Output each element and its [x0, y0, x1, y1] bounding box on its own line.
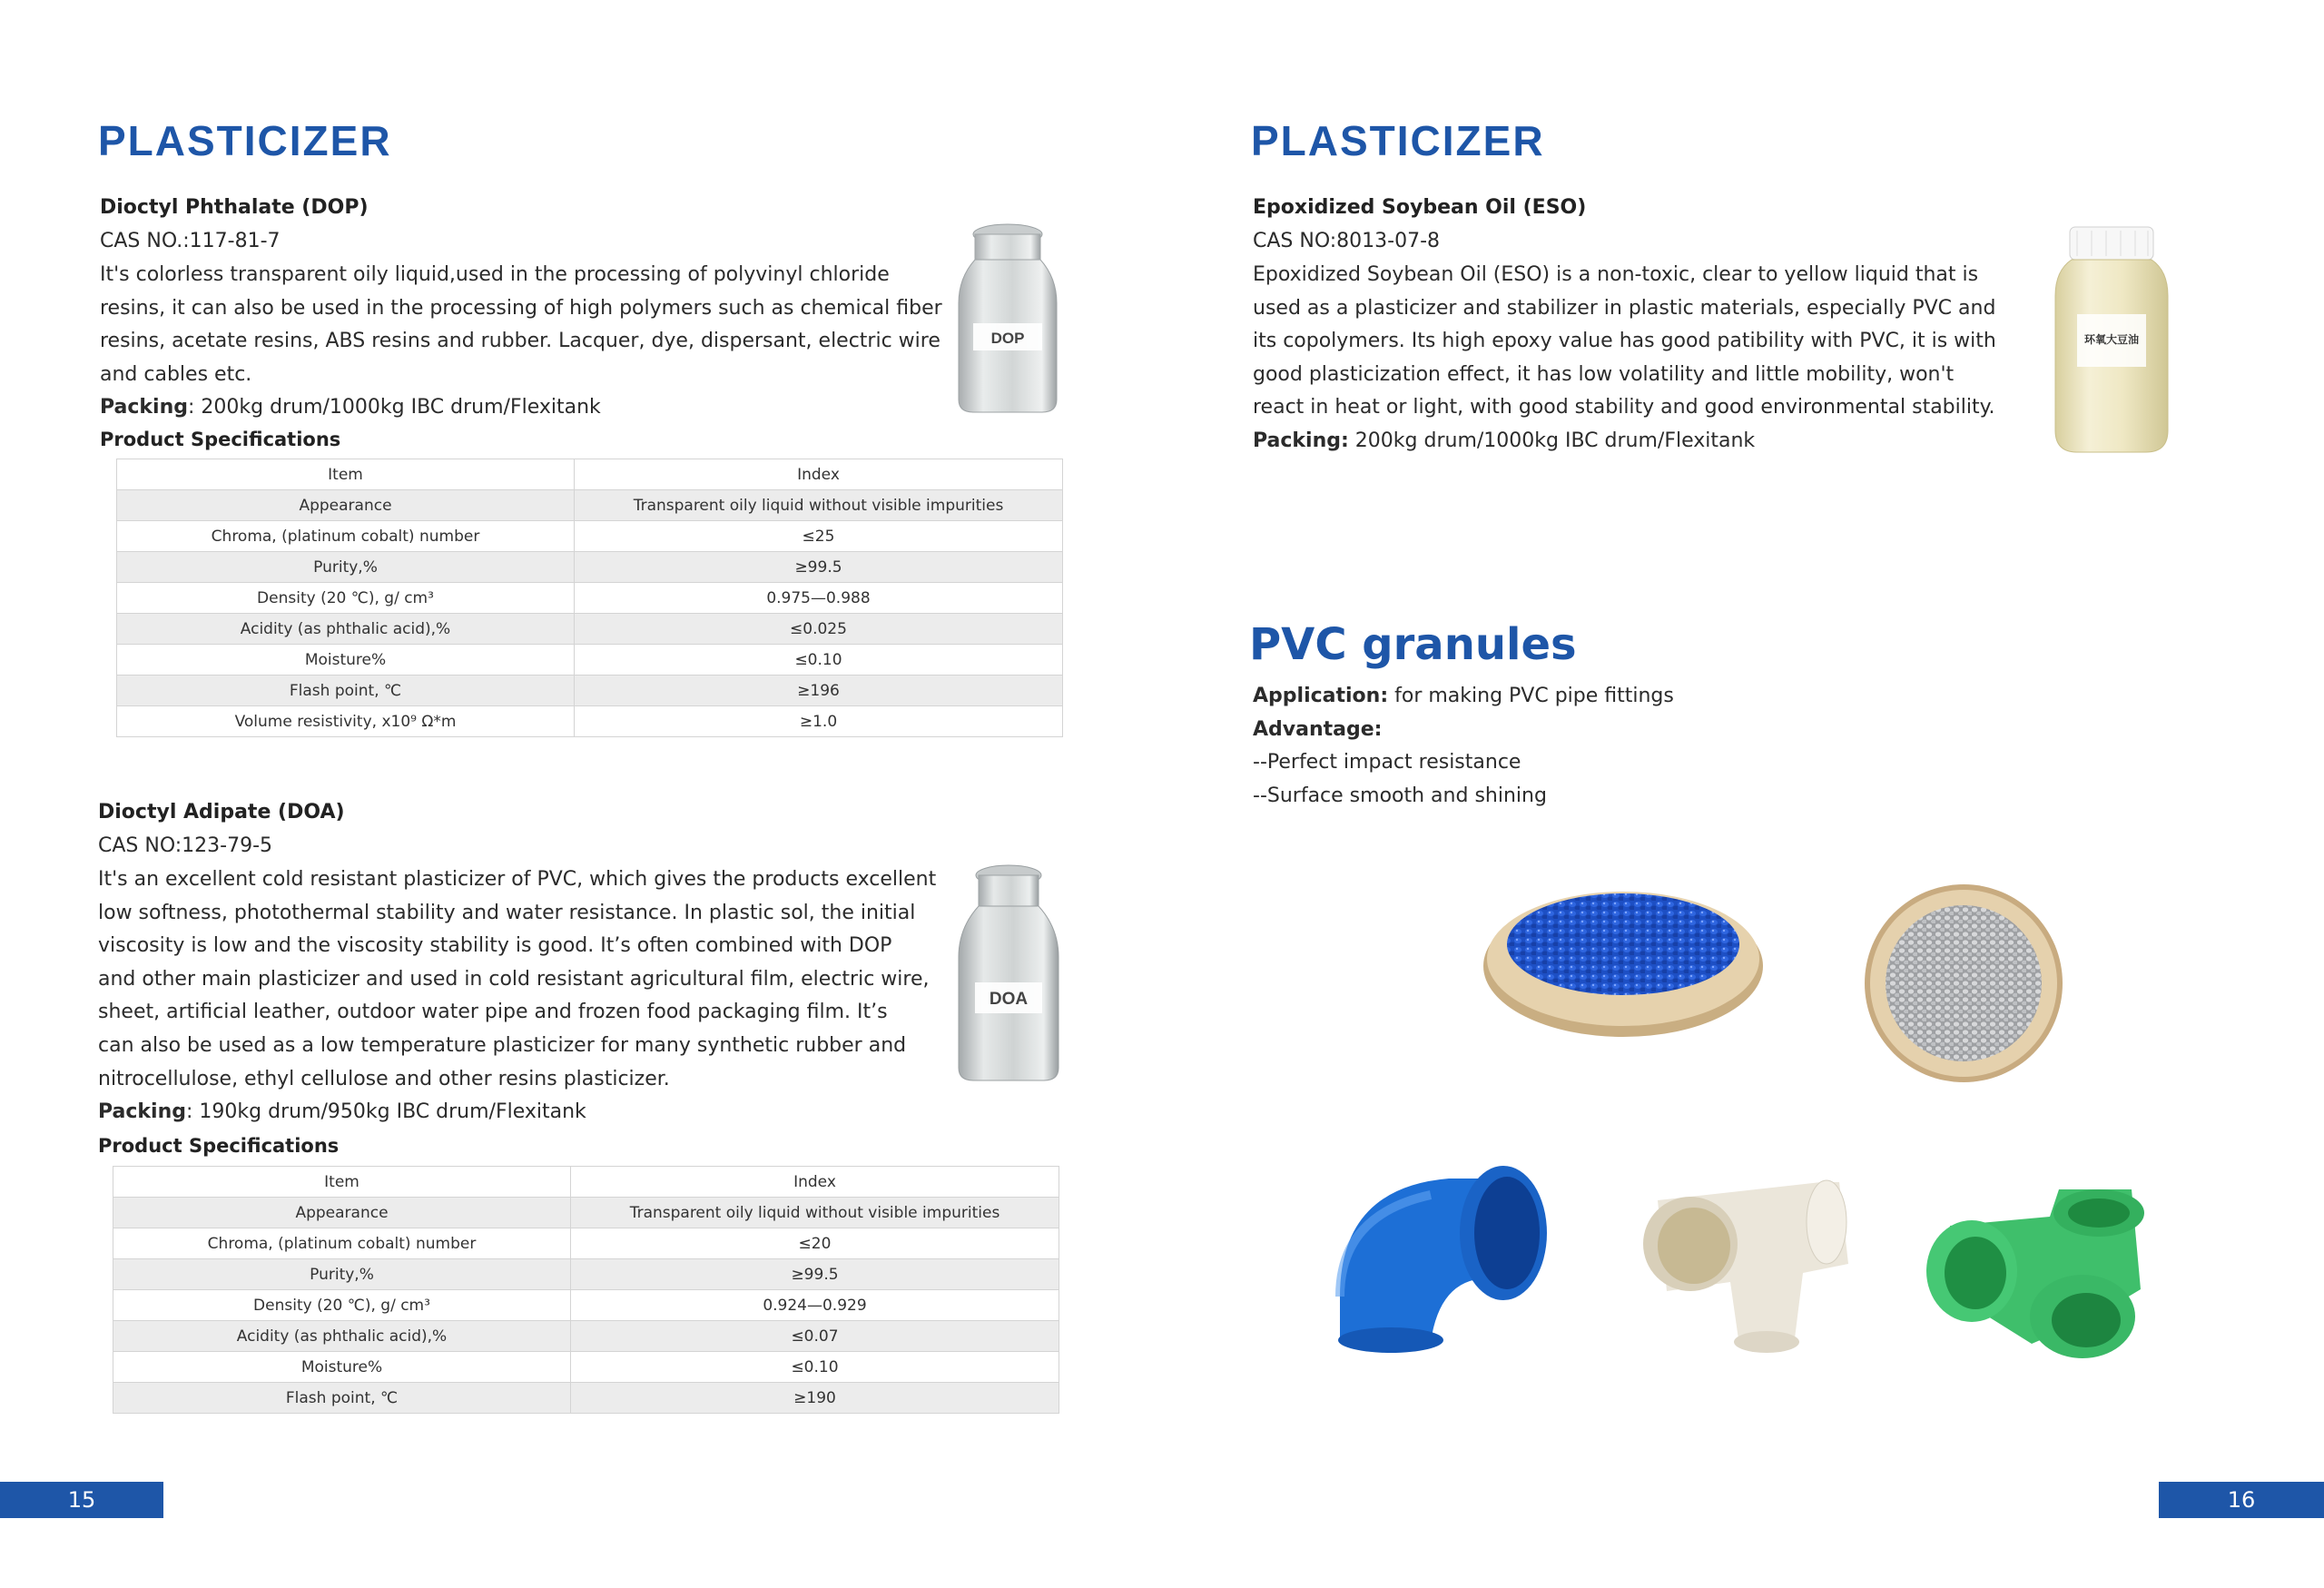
- table-cell: Appearance: [113, 1198, 571, 1228]
- table-cell: Acidity (as phthalic acid),%: [117, 614, 575, 645]
- dop-bottle-label: DOP: [990, 330, 1025, 347]
- table-header-row: [113, 1167, 1059, 1198]
- eso-packing-label: Packing:: [1253, 429, 1349, 452]
- white-tee-fitting-image: [1640, 1164, 1854, 1355]
- table-cell: ≤0.10: [571, 1352, 1059, 1383]
- dop-spec-title: Product Specifications: [100, 429, 341, 450]
- table-header-cell: Index: [575, 459, 1063, 490]
- table-cell: Volume resistivity, x10⁹ Ω*m: [117, 706, 575, 737]
- table-cell: Acidity (as phthalic acid),%: [113, 1321, 571, 1352]
- doa-packing: [98, 1096, 936, 1129]
- table-row: [117, 645, 1063, 676]
- eso-jar-image: [2050, 223, 2173, 456]
- doa-packing-value: : 190kg drum/950kg IBC drum/Flexitank: [186, 1100, 586, 1124]
- doa-desc-line: and other main plasticizer and used in cold resistant agricultural film, electric wire,: [98, 967, 930, 991]
- table-row: [117, 521, 1063, 552]
- doa-description: [98, 863, 936, 1129]
- doa-desc-line: viscosity is low and the viscosity stability is good. It’s often combined with DOP: [98, 934, 892, 958]
- table-cell: ≥99.5: [575, 552, 1063, 583]
- doa-desc-line: It's an excellent cold resistant plasticizer of PVC, which gives the products excellent: [98, 868, 937, 891]
- table-row: [113, 1321, 1059, 1352]
- dop-spec-table: [116, 459, 1063, 737]
- table-row: [117, 706, 1063, 737]
- eso-jar-label: 环氧大豆油: [2083, 333, 2140, 346]
- table-row: [117, 552, 1063, 583]
- table-cell: ≥196: [575, 676, 1063, 706]
- pvc-advantage-item: --Surface smooth and shining: [1253, 784, 1547, 807]
- right-page-heading: PLASTICIZER: [1251, 117, 1545, 164]
- dop-desc-line: It's colorless transparent oily liquid,used in the processing of polyvinyl chloride: [100, 263, 890, 286]
- dop-title: Dioctyl Phthalate (DOP): [100, 196, 369, 219]
- doa-cas: CAS NO:123-79-5: [98, 834, 273, 857]
- blue-elbow-fitting-image: [1331, 1160, 1549, 1355]
- table-cell: 0.924—0.929: [571, 1290, 1059, 1321]
- eso-desc-line: Epoxidized Soybean Oil (ESO) is a non-toxic, clear to yellow liquid that is: [1253, 263, 1979, 286]
- table-cell: 0.975—0.988: [575, 583, 1063, 614]
- table-cell: Purity,%: [117, 552, 575, 583]
- doa-desc-line: can also be used as a low temperature plasticizer for many synthetic rubber and: [98, 1033, 907, 1057]
- pvc-advantage-item: --Perfect impact resistance: [1253, 751, 1521, 774]
- pvc-application-label: Application:: [1253, 685, 1389, 707]
- eso-desc-line: react in heat or light, with good stability and good environmental stability.: [1253, 396, 1995, 419]
- doa-desc-line: sheet, artificial leather, outdoor water pipe and frozen food packaging film. It’s: [98, 1001, 888, 1024]
- blue-granules-image: [1482, 883, 1765, 1039]
- table-row: [113, 1259, 1059, 1290]
- table-header-cell: Index: [571, 1167, 1059, 1198]
- doa-desc-line: nitrocellulose, ethyl cellulose and other resins plasticizer.: [98, 1067, 670, 1090]
- dop-bottle-image: [953, 222, 1062, 416]
- left-page-heading: PLASTICIZER: [98, 117, 392, 164]
- table-cell: Chroma, (platinum cobalt) number: [117, 521, 575, 552]
- table-cell: ≥1.0: [575, 706, 1063, 737]
- pvc-details: [1253, 680, 1674, 813]
- doa-spec-table: [113, 1166, 1059, 1414]
- eso-description: [1253, 259, 1996, 459]
- green-tee-fitting-image: [1923, 1180, 2155, 1366]
- table-row: [113, 1352, 1059, 1383]
- table-row: [113, 1290, 1059, 1321]
- pvc-heading: PVC granules: [1249, 619, 1577, 670]
- eso-desc-line: good plasticization effect, it has low volatility and little mobility, won't: [1253, 362, 1955, 386]
- doa-bottle-image: [951, 863, 1066, 1085]
- table-cell: ≤0.025: [575, 614, 1063, 645]
- dop-description: [100, 259, 942, 425]
- table-header-row: [117, 459, 1063, 490]
- table-cell: Flash point, ℃: [113, 1383, 571, 1414]
- table-cell: ≥190: [571, 1383, 1059, 1414]
- table-cell: Moisture%: [117, 645, 575, 676]
- table-row: [117, 583, 1063, 614]
- table-row: [113, 1383, 1059, 1414]
- table-cell: Chroma, (platinum cobalt) number: [113, 1228, 571, 1259]
- table-header-cell: Item: [117, 459, 575, 490]
- table-cell: ≤0.07: [571, 1321, 1059, 1352]
- table-row: [113, 1228, 1059, 1259]
- pvc-application: [1253, 680, 1674, 714]
- table-cell: Density (20 ℃), g/ cm³: [113, 1290, 571, 1321]
- eso-desc-line: used as a plasticizer and stabilizer in plastic materials, especially PVC and: [1253, 296, 1996, 320]
- pvc-advantage-label: Advantage:: [1253, 717, 1383, 741]
- doa-bottle-label: DOA: [989, 990, 1029, 1009]
- table-row: [117, 614, 1063, 645]
- table-row: [113, 1198, 1059, 1228]
- dop-desc-line: resins, acetate resins, ABS resins and rubber. Lacquer, dye, dispersant, electric wire: [100, 330, 940, 353]
- table-cell: Transparent oily liquid without visible impurities: [575, 490, 1063, 521]
- table-cell: Moisture%: [113, 1352, 571, 1383]
- page-number-right: 16: [2159, 1482, 2324, 1518]
- table-cell: ≥99.5: [571, 1259, 1059, 1290]
- table-cell: Purity,%: [113, 1259, 571, 1290]
- table-cell: ≤0.10: [575, 645, 1063, 676]
- eso-packing-value: 200kg drum/1000kg IBC drum/Flexitank: [1348, 429, 1756, 452]
- dop-desc-line: and cables etc.: [100, 362, 252, 386]
- table-cell: ≤25: [575, 521, 1063, 552]
- doa-spec-title: Product Specifications: [98, 1135, 340, 1157]
- dop-desc-line: resins, it can also be used in the processing of high polymers such as chemical fiber: [100, 296, 942, 320]
- table-row: [117, 490, 1063, 521]
- doa-desc-line: low softness, photothermal stability and water resistance. In plastic sol, the initial: [98, 901, 916, 924]
- eso-desc-line: its copolymers. Its high epoxy value has good patibility with PVC, it is with: [1253, 330, 1996, 353]
- eso-packing: [1253, 425, 1996, 459]
- dop-packing-value: : 200kg drum/1000kg IBC drum/Flexitank: [188, 396, 601, 419]
- pvc-application-value: for making PVC pipe fittings: [1388, 685, 1674, 707]
- table-cell: Flash point, ℃: [117, 676, 575, 706]
- page-number-left: 15: [0, 1482, 163, 1518]
- table-cell: ≤20: [571, 1228, 1059, 1259]
- doa-packing-label: Packing: [98, 1100, 187, 1124]
- dop-packing-label: Packing: [100, 396, 189, 419]
- table-cell: Appearance: [117, 490, 575, 521]
- table-cell: Transparent oily liquid without visible impurities: [571, 1198, 1059, 1228]
- eso-title: Epoxidized Soybean Oil (ESO): [1253, 196, 1587, 219]
- dop-cas: CAS NO.:117-81-7: [100, 230, 281, 252]
- table-header-cell: Item: [113, 1167, 571, 1198]
- grey-granules-image: [1863, 883, 2064, 1084]
- doa-title: Dioctyl Adipate (DOA): [98, 801, 345, 824]
- dop-packing: [100, 391, 942, 425]
- table-cell: Density (20 ℃), g/ cm³: [117, 583, 575, 614]
- eso-cas: CAS NO:8013-07-8: [1253, 230, 1441, 252]
- table-row: [117, 676, 1063, 706]
